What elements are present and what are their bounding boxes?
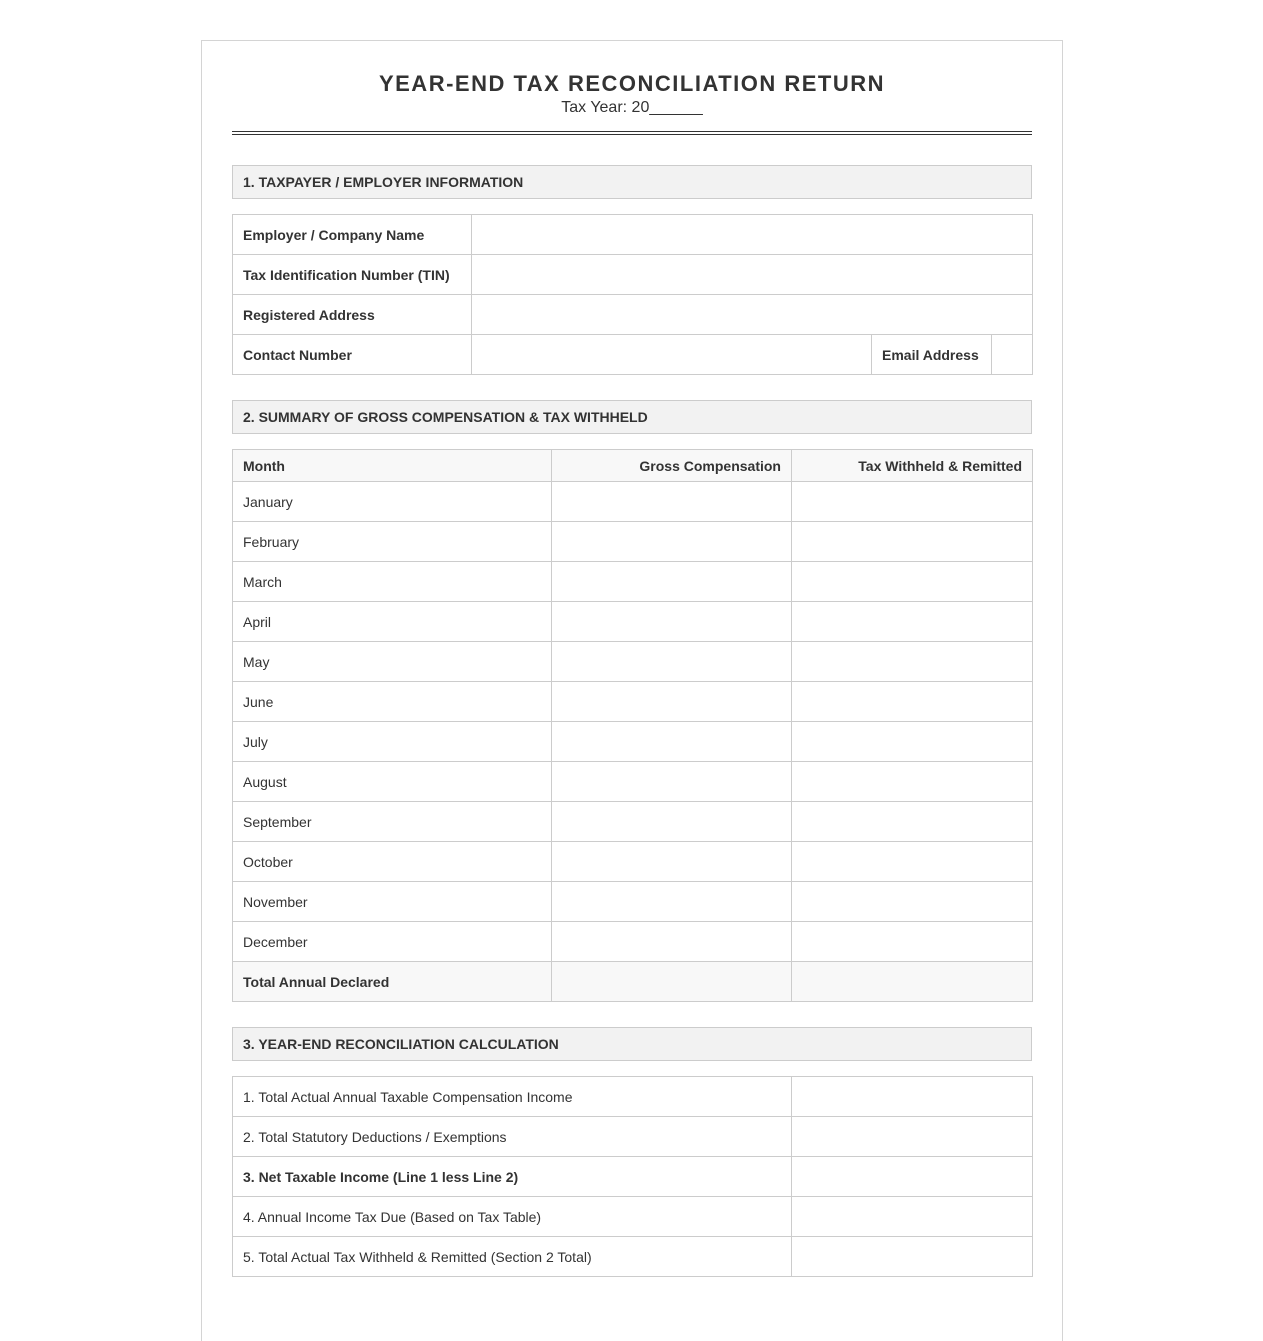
email-label: Email Address — [872, 335, 992, 375]
form-sheet — [201, 40, 1063, 1341]
employer-label: Employer / Company Name — [233, 215, 472, 255]
table-row — [233, 522, 1033, 562]
gross-compensation-cell[interactable] — [552, 842, 792, 882]
taxpayer-info-table — [232, 214, 1033, 375]
tin-label: Tax Identification Number (TIN) — [233, 255, 472, 295]
address-field[interactable] — [472, 295, 1033, 335]
email-field[interactable] — [992, 335, 1033, 375]
table-row — [233, 642, 1033, 682]
month-label: February — [233, 522, 552, 562]
reconciliation-row — [233, 1157, 1033, 1197]
tax-withheld-cell[interactable] — [792, 522, 1033, 562]
month-rows — [233, 482, 1033, 1002]
gross-compensation-cell[interactable] — [552, 722, 792, 762]
total-tax-withheld-cell[interactable] — [792, 962, 1033, 1002]
table-row — [233, 922, 1033, 962]
gross-compensation-cell[interactable] — [552, 482, 792, 522]
tax-withheld-column-header: Tax Withheld & Remitted — [792, 450, 1033, 482]
line-3-field[interactable] — [792, 1157, 1033, 1197]
tax-withheld-cell[interactable] — [792, 882, 1033, 922]
line-3-label: 3. Net Taxable Income (Line 1 less Line 2) — [233, 1157, 792, 1197]
gross-compensation-cell[interactable] — [552, 642, 792, 682]
reconciliation-row — [233, 1237, 1033, 1277]
month-label: June — [233, 682, 552, 722]
tax-withheld-cell[interactable] — [792, 642, 1033, 682]
line-2-label: 2. Total Statutory Deductions / Exemptions — [233, 1117, 792, 1157]
tax-withheld-cell[interactable] — [792, 842, 1033, 882]
section-1-heading: 1. TAXPAYER / EMPLOYER INFORMATION — [232, 165, 1032, 199]
table-row — [233, 882, 1033, 922]
contact-field[interactable] — [472, 335, 872, 375]
reconciliation-row — [233, 1197, 1033, 1237]
tin-row — [233, 255, 1033, 295]
tin-field[interactable] — [472, 255, 1033, 295]
month-label: July — [233, 722, 552, 762]
total-gross-compensation-cell[interactable] — [552, 962, 792, 1002]
total-row — [233, 962, 1033, 1002]
gross-compensation-cell[interactable] — [552, 522, 792, 562]
employer-field[interactable] — [472, 215, 1033, 255]
table-row — [233, 802, 1033, 842]
compensation-header-row — [233, 450, 1033, 482]
month-label: August — [233, 762, 552, 802]
tax-withheld-cell[interactable] — [792, 922, 1033, 962]
month-label: December — [233, 922, 552, 962]
tax-withheld-cell[interactable] — [792, 722, 1033, 762]
month-label: March — [233, 562, 552, 602]
employer-row — [233, 215, 1033, 255]
tax-withheld-cell[interactable] — [792, 762, 1033, 802]
gross-compensation-cell[interactable] — [552, 882, 792, 922]
form-body — [232, 41, 1032, 1277]
contact-label: Contact Number — [233, 335, 472, 375]
line-5-field[interactable] — [792, 1237, 1033, 1277]
line-4-label: 4. Annual Income Tax Due (Based on Tax Table) — [233, 1197, 792, 1237]
title-divider — [232, 131, 1032, 135]
form-title: YEAR-END TAX RECONCILIATION RETURN — [378, 71, 886, 96]
tax-year-line: Tax Year: 20______ — [561, 99, 703, 116]
line-4-field[interactable] — [792, 1197, 1033, 1237]
gross-compensation-cell[interactable] — [552, 682, 792, 722]
table-row — [233, 562, 1033, 602]
tax-withheld-cell[interactable] — [792, 602, 1033, 642]
reconciliation-row — [233, 1117, 1033, 1157]
month-label: April — [233, 602, 552, 642]
table-row — [233, 682, 1033, 722]
month-label: November — [233, 882, 552, 922]
table-row — [233, 602, 1033, 642]
gross-compensation-cell[interactable] — [552, 802, 792, 842]
gross-compensation-cell[interactable] — [552, 922, 792, 962]
line-5-label: 5. Total Actual Tax Withheld & Remitted (Section 2 Total) — [233, 1237, 792, 1277]
contact-row — [233, 335, 1033, 375]
section-3-heading: 3. YEAR-END RECONCILIATION CALCULATION — [232, 1027, 1032, 1061]
address-row — [233, 295, 1033, 335]
gross-compensation-cell[interactable] — [552, 762, 792, 802]
gross-compensation-cell[interactable] — [552, 602, 792, 642]
reconciliation-row — [233, 1077, 1033, 1117]
line-1-field[interactable] — [792, 1077, 1033, 1117]
section-2-heading: 2. SUMMARY OF GROSS COMPENSATION & TAX WITHHELD — [232, 400, 1032, 434]
month-label: May — [233, 642, 552, 682]
month-label: October — [233, 842, 552, 882]
table-row — [233, 722, 1033, 762]
line-1-label: 1. Total Actual Annual Taxable Compensation Income — [233, 1077, 792, 1117]
gross-compensation-cell[interactable] — [552, 562, 792, 602]
tax-withheld-cell[interactable] — [792, 482, 1033, 522]
total-annual-label: Total Annual Declared — [233, 962, 552, 1002]
table-row — [233, 842, 1033, 882]
tax-withheld-cell[interactable] — [792, 682, 1033, 722]
month-column-header: Month — [233, 450, 552, 482]
gross-compensation-column-header: Gross Compensation — [552, 450, 792, 482]
address-label: Registered Address — [233, 295, 472, 335]
month-label: January — [233, 482, 552, 522]
table-row — [233, 482, 1033, 522]
line-2-field[interactable] — [792, 1117, 1033, 1157]
month-label: September — [233, 802, 552, 842]
tax-withheld-cell[interactable] — [792, 802, 1033, 842]
table-row — [233, 762, 1033, 802]
tax-withheld-cell[interactable] — [792, 562, 1033, 602]
reconciliation-table — [232, 1076, 1033, 1277]
compensation-table — [232, 449, 1033, 1002]
